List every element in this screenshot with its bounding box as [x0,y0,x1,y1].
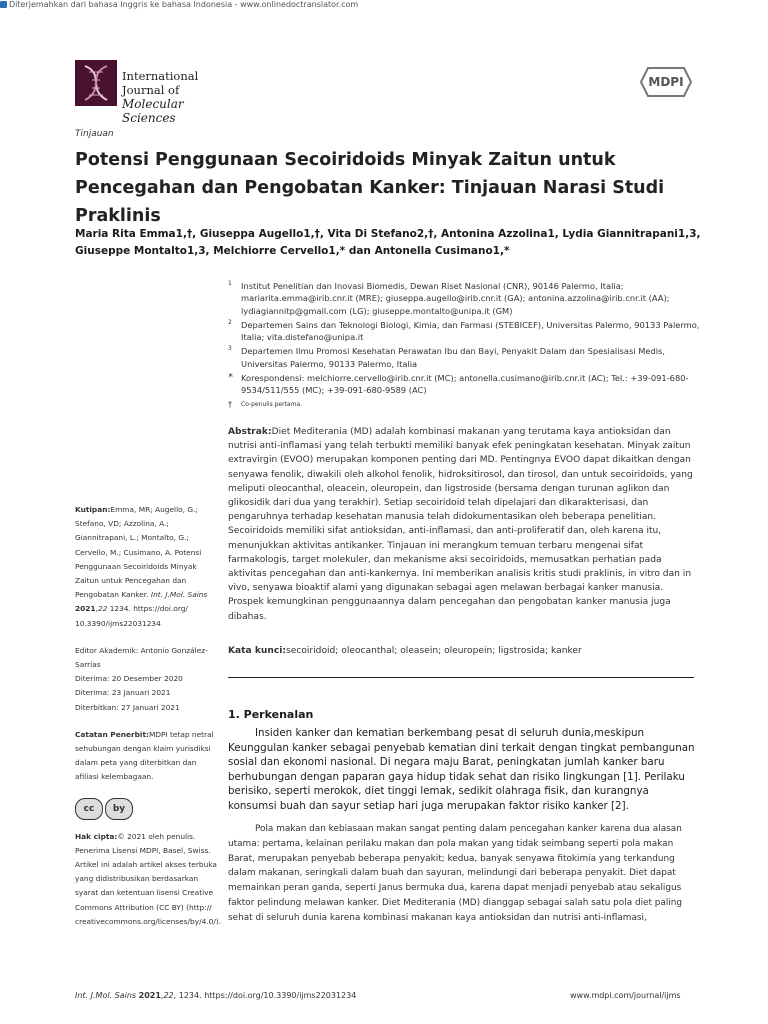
citation: Kutipan:Emma, MR; Augello, G.; Stefano, VD; Azzolina, A.; Giannitrapani, L.; Montalto, G.; Cervello, M.; Cusimano, A. Potensi Penggunaan Secoiridoids Minyak Zaitun untuk Pencegahan dan Pengobatan Kanker. Int. J.Mol. Sains 2021,22 1234. https://doi.org/ 10.3390/ijms22031234 [75,505,208,628]
footer-volume: 22 [163,991,174,1000]
journal-logo [75,60,240,125]
intro-paragraph-1 [228,726,696,813]
mdpi-text: MDPI [648,75,684,89]
citation-doi[interactable]: 1234. https://doi.org/ 10.3390/ijms22031234 [75,604,188,628]
affiliation-mark: 2 [228,318,232,326]
citation-year: 2021 [75,604,96,614]
correspondence-mark: * [228,372,233,384]
mdpi-logo [640,66,692,98]
footer-year: 2021 [138,991,161,1000]
publisher-note [75,728,220,785]
translator-icon [0,1,7,8]
affiliations [228,280,708,411]
citation-journal: Int. J.Mol. Sains [150,590,208,600]
authors-line-2: Giuseppe Montalto1,3, Melchiorre Cervello1,* dan Antonella Cusimano1,* [75,245,510,257]
publisher-note-text: MDPI tetap netral sehubungan dengan klaim yurisdiksi dalam peta yang diterbitkan dan afiliasi kelembagaan. [75,729,214,782]
accepted-date: Diterima: 23 Januari 2021 [75,688,171,698]
received-date: Diterima: 20 Desember 2020 [75,674,183,684]
section-heading: 1. Perkenalan [228,708,314,721]
citation-volume: 22 [97,604,108,614]
citation-text: Emma, MR; Augello, G.; Stefano, VD; Azzolina, A.; Giannitrapani, L.; Montalto, G.; Cervello, M.; Cusimano, A. Potensi Penggunaan Secoiridoids Minyak Zaitun untuk Pencegahan dan Pengobatan Kanker. [75,505,202,600]
academic-editor: Editor Akademik: Antonio González-Sarrías [75,645,208,670]
affiliation-text: Departemen Sains dan Teknologi Biologi, Kimia, dan Farmasi (STEBICEF), Universitas Palermo, 90133 Palermo, Italia; vita.distefano@unipa.it [241,319,700,343]
published-date: Diterbitkan: 27 Januari 2021 [75,702,180,712]
abstract-label: Abstrak: [228,427,272,437]
abstract-text: Diet Mediterania (MD) adalah kombinasi makanan yang terutama kaya antioksidan dan nutrisi anti-inflamasi yang telah terbukti memiliki banyak efek peningkatan kesehatan. Minyak zaitun extravirgin (EVOO) merupakan komponen penting dari MD. Pentingnya EVOO dapat dikaitkan dengan senyawa fenolik, diwakili oleh alkohol fenolik, hidroksitirosol, dan tirosol, dan untuk secoiridoids, yang meliputi oleocanthal, oleacein, oleuropein, dan ligstroside (bersama dengan turunan aglikon dan glikosidik dari dua yang terakhir). Setiap secoiridoid telah dipelajari dan dikarakterisasi, dan pengaruhnya terhadap kesehatan manusia telah didokumentasikan oleh beberapa penelitian. Secoiridoids memiliki sifat antioksidan, anti-inflamasi, dan anti-proliferatif dan, oleh karena itu, menunjukkan aktivitas antikanker. Tinjauan ini merangkum temuan terbaru mengenai sifat farmakologis, target molekuler, dan mekanisme aksi secoiridoids, memusatkan perhatian pada aktivitas pencegahan dan anti-kankernya. Ini memberikan analisis kritis studi praklinis, in vitro dan in vivo, senyawa bioaktif alami yang digunakan sebagai agen melawan berbagai kanker manusia. Prospek kemungkinan penggunaannya dalam pencegahan dan pengobatan kanker manusia juga dibahas. [228,427,693,622]
keywords [228,646,696,656]
authors-line-1: Maria Rita Emma1,†, Giuseppa Augello1,†, Vita Di Stefano2,†, Antonina Azzolina1, Lydia Giannitrapani1,3, [75,228,701,240]
footer-url[interactable]: www.mdpi.com/journal/ijms [570,991,681,1000]
cc-license-badge[interactable] [75,798,220,820]
co-first-note [228,399,708,411]
correspondence-text: Korespondensi: melchiorre.cervello@irib.cnr.it (MC); antonella.cusimano@irib.cnr.it (AC); Tel.: +39-091-680-9534/511/555 (MC); +39-091-680-9589 (AC) [241,373,689,396]
author-list [75,226,715,260]
correspondence [228,372,708,397]
copyright-label: Hak cipta: [75,831,118,841]
publisher-note-label: Catatan Penerbit: [75,729,149,739]
footer-citation: Int. J.Mol. Sains 2021,22, 1234. https://doi.org/10.3390/ijms22031234 [75,991,357,1000]
copyright [75,830,220,929]
intro-text-1: Insiden kanker dan kematian berkembang pesat di seluruh dunia,meskipun Keunggulan kanker sebagai penyebab kematian dini terkait dengan tingkat pembangunan sosial dan ekonomi nasional. Di negara maju Barat, peningkatan jumlah kanker baru berhubungan dengan paparan gaya hidup tidak sehat dan risiko lingkungan [1]. Perilaku berisiko, seperti merokok, diet tinggi lemak, sedikit olahraga fisik, dan kurangnya konsumsi buah dan sayur setiap hari juga merupakan faktor risiko kanker [2]. [228,727,695,812]
copyright-text: © 2021 oleh penulis. Penerima Lisensi MDPI, Basel, Swiss. Artikel ini adalah artikel akses terbuka yang didistribusikan berdasarkan syarat dan ketentuan lisensi Creative Commons Attribution (CC BY) (http:// creativecommons.org/licenses/by/4.0/). [75,831,222,926]
dagger-mark: † [228,399,232,409]
dna-icon [75,60,117,106]
banner-text: Diterjemahkan dari bahasa Inggris ke bahasa Indonesia - www.onlinedoctranslator.com [9,0,359,9]
cc-icon: cc [75,798,103,820]
intro-text-2: Pola makan dan kebiasaan makan sangat penting dalam pencegahan kanker karena dua alasan utama: pertama, kelainan perilaku makan dan pola makan yang tidak seimbang seperti pola makan Barat, merupakan penyebab beberapa penyakit; kedua, banyak senyawa fitokimia yang terkandung dalam makanan, seringkali dalam buah dan sayuran, melindungi dari beberapa penyakit. Diet dapat memainkan peran ganda, seperti Janus bermuka dua, karena dapat menjadi penyebab atau sekaligus faktor pelindung melawan kanker. Diet Mediterania (MD) dianggap sebagai salah satu pola diet paling sehat di seluruh dunia karena kombinasi makanan kaya antioksidan dan nutrisi anti-inflamasi, [228,824,683,923]
dates [75,644,220,715]
sidebar [75,503,220,942]
affiliation-3 [228,345,708,370]
article-type: Tinjauan [75,129,114,139]
affiliation-1 [228,280,708,317]
footer-doi[interactable]: , 1234. https://doi.org/10.3390/ijms22031234 [173,991,357,1000]
affiliation-mark: 3 [228,345,232,353]
keywords-text: secoiridoid; oleocanthal; oleasein; oleuropein; ligstrosida; kanker [285,646,582,656]
affiliation-text: Departemen Ilmu Promosi Kesehatan Perawatan Ibu dan Bayi, Penyakit Dalam dan Spesialisasi Medis, Universitas Palermo, 90133 Palermo, Italia [241,346,665,369]
affiliation-mark: 1 [228,280,232,287]
divider [228,677,694,678]
footer-journal: Int. J.Mol. Sains [75,991,137,1000]
citation-label: Kutipan: [75,505,111,514]
translator-banner[interactable] [0,0,358,10]
journal-name-line1: International Journal of [122,69,199,97]
affiliation-2 [228,319,708,344]
paper-title: Potensi Penggunaan Secoiridoids Minyak Zaitun untuk Pencegahan dan Pengobatan Kanker: Tinjauan Narasi Studi Praklinis [75,150,665,226]
affiliation-text: Institut Penelitian dan Inovasi Biomedis, Dewan Riset Nasional (CNR), 90146 Palermo, Italia; mariarita.emma@irib.cnr.it (MRE); giuseppa.augello@irib.cnr.it (GA); antonina.azzolina@irib.cnr.it (AA); lydiagiannitp@gmail.com (LG); giuseppe.montalto@unipa.it (GM) [241,281,670,316]
co-first-text: Co-penulis pertama. [241,400,303,408]
by-icon: by [105,798,133,820]
journal-name-line2: Molecular Sciences [122,97,184,125]
intro-paragraph-2 [228,822,696,926]
keywords-label: Kata kunci: [228,646,286,656]
abstract [228,425,696,624]
